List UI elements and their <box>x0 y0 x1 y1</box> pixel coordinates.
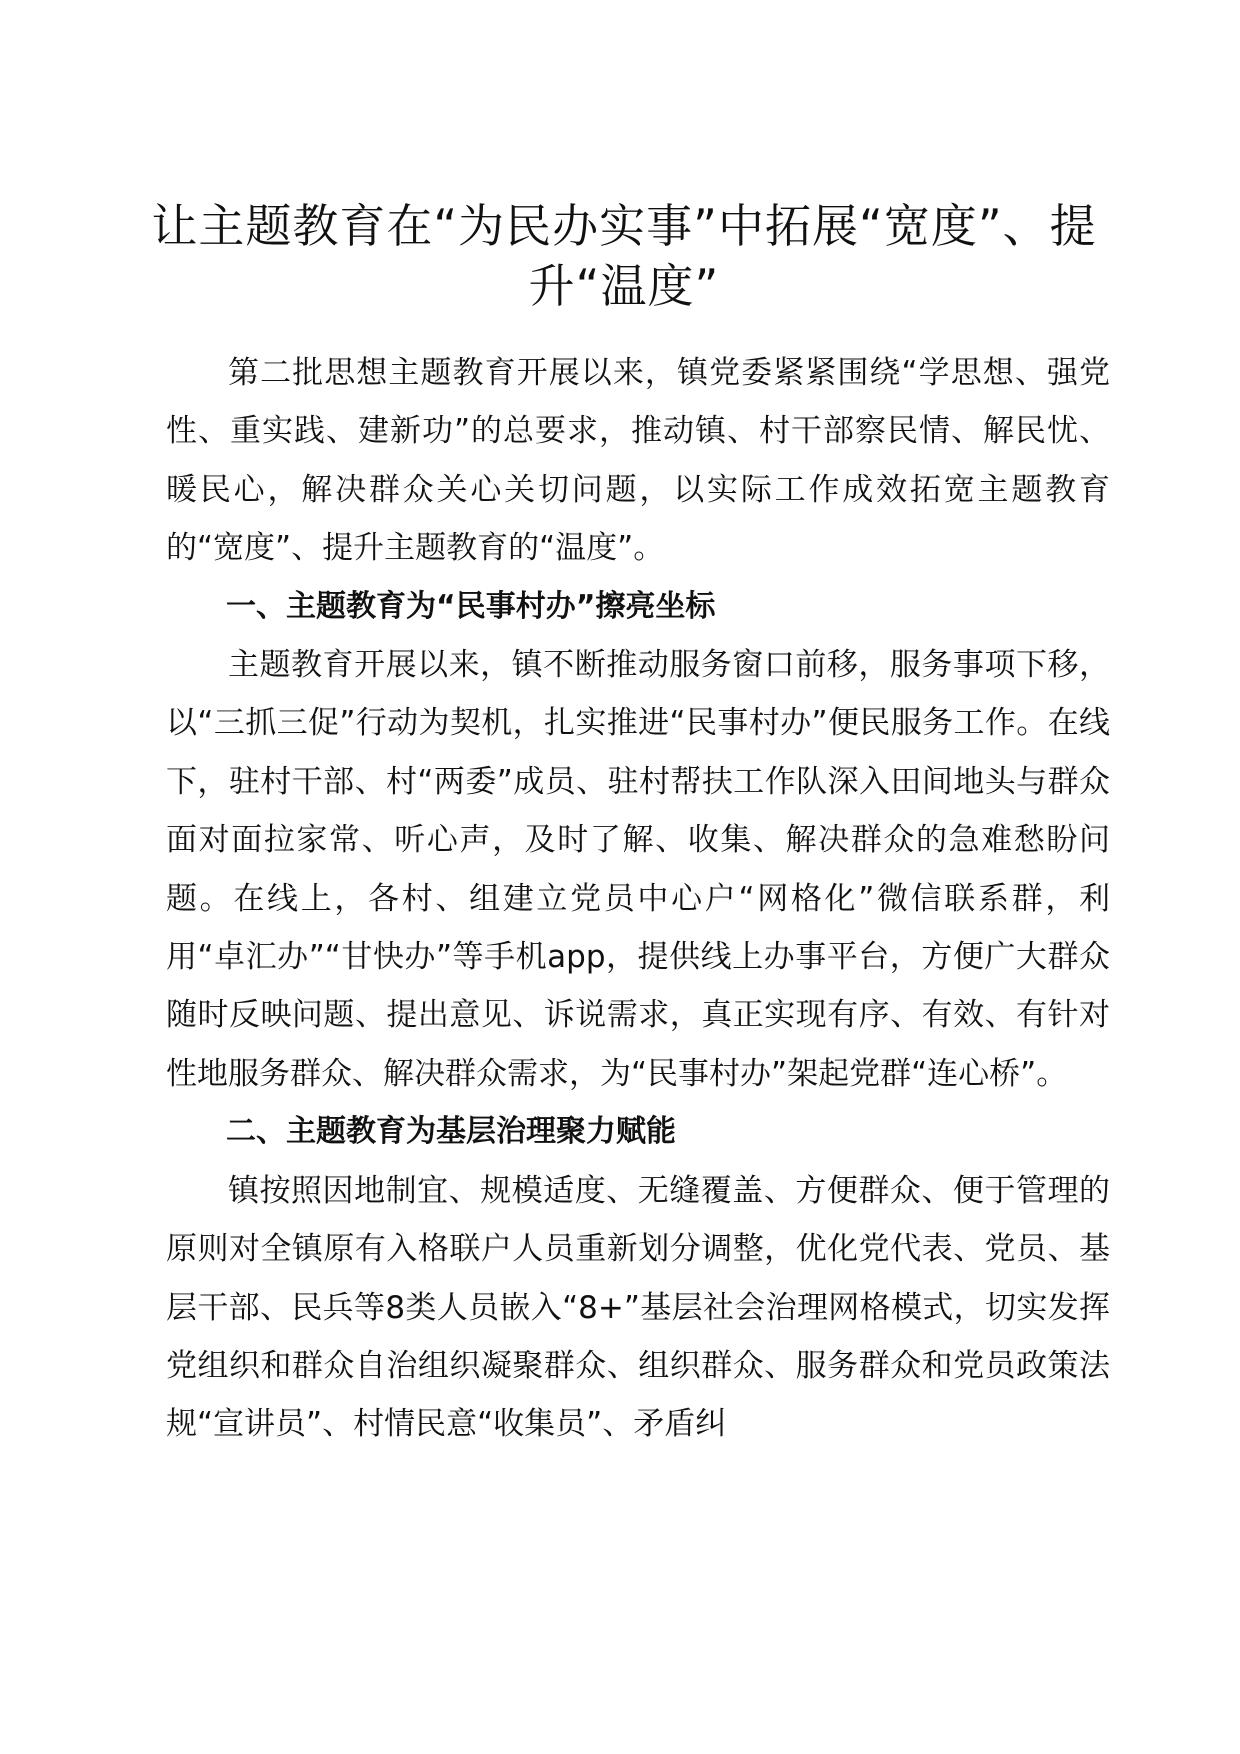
document-body <box>166 344 1110 1454</box>
intro-paragraph: 第二批思想主题教育开展以来，镇党委紧紧围绕“学思想、强党性、重实践、建新功”的总要求，推动镇、村干部察民情、解民忧、暖民心，解决群众关心关切问题，以实际工作成效拓宽主题教育的“宽度”、提升主题教育的“温度”。 <box>166 355 1110 567</box>
section-1-heading: 一、主题教育为“民事村办”擦亮坐标 <box>226 588 716 624</box>
section-1-paragraph: 主题教育开展以来，镇不断推动服务窗口前移，服务事项下移，以“三抓三促”行动为契机，扎实推进“民事村办”便民服务工作。在线下，驻村干部、村“两委”成员、驻村帮扶工作队深入田间地头与群众面对面拉家常、听心声，及时了解、收集、解决群众的急难愁盼问题。在线上，各村、组建立党员中心户“网格化”微信联系群，利用“卓汇办”“甘快办”等手机app，提供线上办事平台，方便广大群众随时反映问题、提出意见、诉说需求，真正实现有序、有效、有针对性地服务群众、解决群众需求，为“民事村办”架起党群“连心桥”。 <box>166 647 1110 1092</box>
section-2-paragraph: 镇按照因地制宜、规模适度、无缝覆盖、方便群众、便于管理的原则对全镇原有入格联户人员重新划分调整，优化党代表、党员、基层干部、民兵等8类人员嵌入“8+”基层社会治理网格模式，切实发挥党组织和群众自治组织凝聚群众、组织群众、服务群众和党员政策法规“宣讲员”、村情民意“收集员”、矛盾纠 <box>166 1172 1110 1443</box>
section-2-heading: 二、主题教育为基层治理聚力赋能 <box>226 1114 676 1150</box>
document-title: 让主题教育在“为民办实事”中拓展“宽度”、提升“温度” <box>151 199 1097 313</box>
